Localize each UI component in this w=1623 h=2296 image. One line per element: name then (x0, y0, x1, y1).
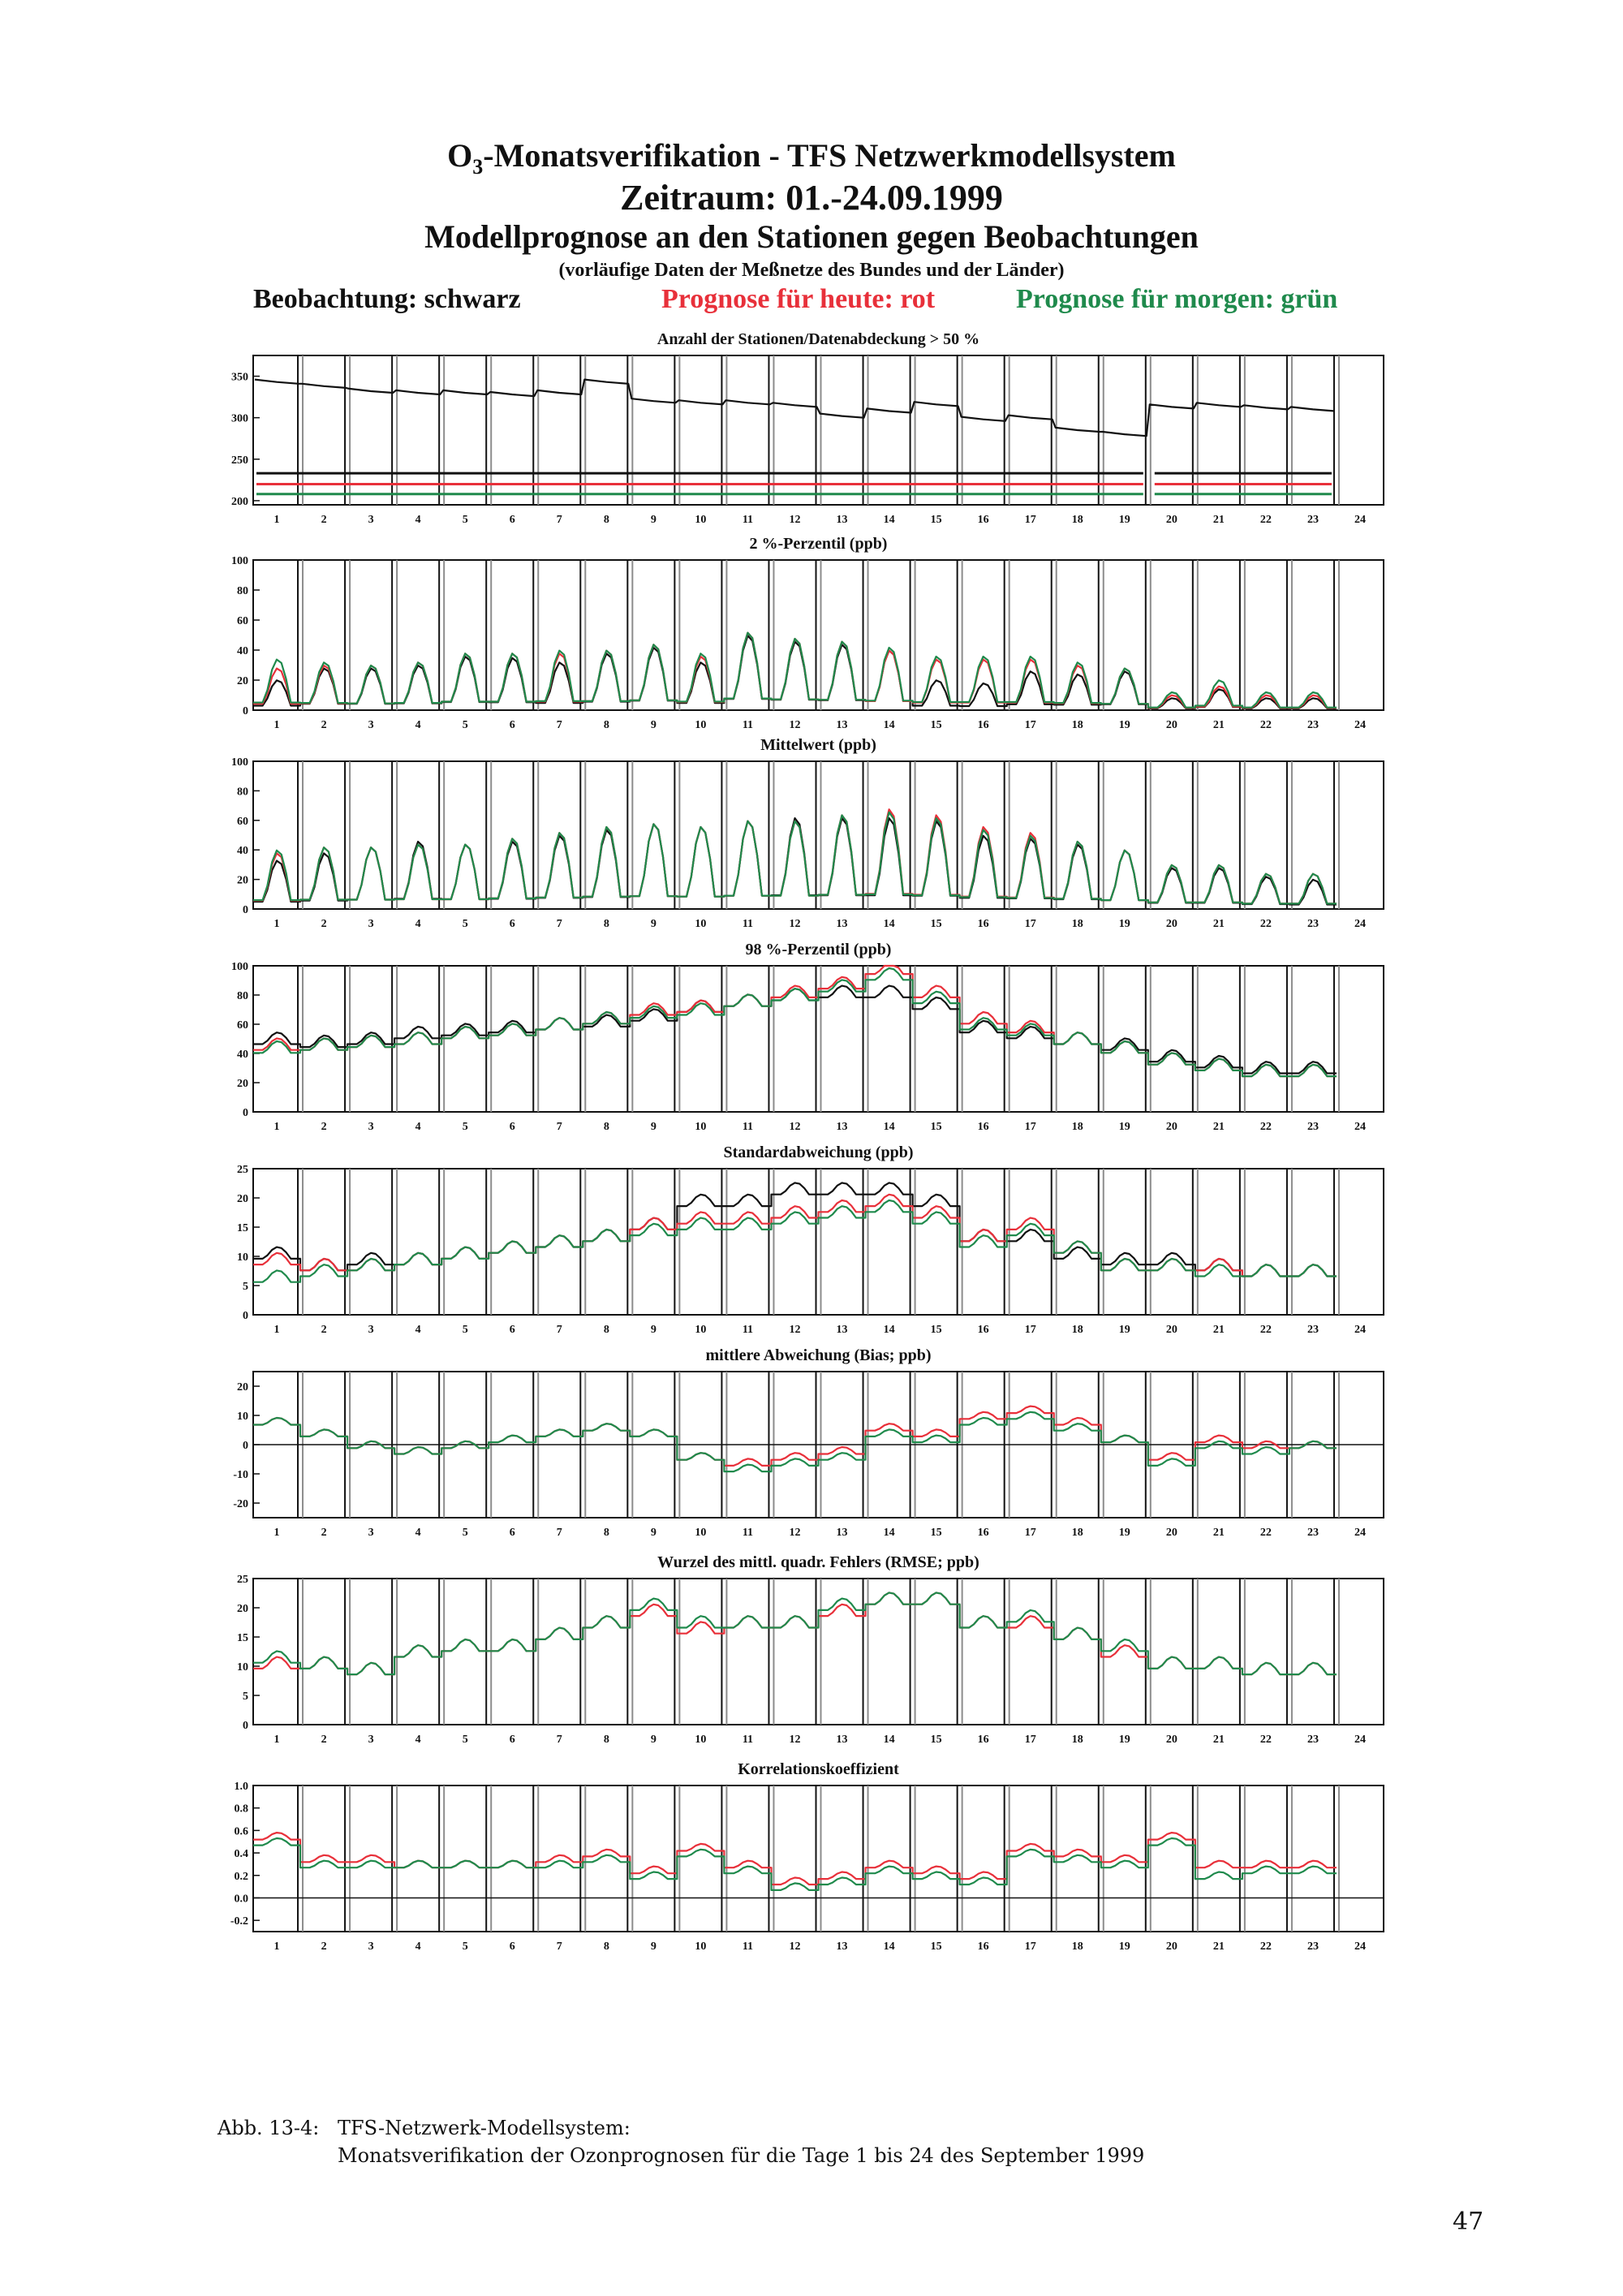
x-tick-label: 3 (368, 514, 374, 526)
series-line-red (253, 1833, 1337, 1885)
x-tick-label: 7 (556, 1734, 562, 1746)
x-tick-label: 1 (273, 1941, 280, 1953)
series-line-green (253, 1838, 1337, 1890)
x-tick-label: 20 (1165, 1941, 1177, 1953)
x-tick-label: 16 (977, 918, 989, 930)
x-tick-label: 22 (1259, 1734, 1272, 1746)
y-tick-label: 25 (237, 1574, 248, 1586)
chart-frame (253, 1786, 1384, 1932)
x-tick-label: 19 (1118, 719, 1130, 731)
x-tick-label: 7 (556, 1121, 562, 1133)
chart-frame (253, 761, 1384, 909)
y-tick-label: 20 (237, 1381, 248, 1394)
x-tick-label: 18 (1071, 1324, 1083, 1336)
x-tick-label: 23 (1307, 1121, 1319, 1133)
x-tick-label: 1 (273, 719, 280, 731)
series-line-green (253, 812, 1337, 904)
chart-title: Anzahl der Stationen/Datenabdeckung > 50 % (657, 330, 980, 348)
x-tick-label: 2 (321, 719, 327, 731)
chart-panel-5 (237, 1144, 1384, 1336)
x-tick-label: 9 (650, 719, 657, 731)
x-tick-label: 6 (509, 719, 515, 731)
x-tick-label: 16 (977, 1527, 989, 1539)
x-tick-label: 11 (742, 1324, 754, 1336)
x-tick-label: 10 (695, 1941, 707, 1953)
x-tick-label: 8 (603, 719, 609, 731)
x-tick-label: 23 (1307, 1941, 1319, 1953)
x-tick-label: 9 (650, 1121, 657, 1133)
x-tick-label: 13 (836, 1734, 848, 1746)
x-tick-label: 2 (321, 1941, 327, 1953)
chart-panel-4 (231, 941, 1384, 1133)
x-tick-label: 4 (415, 719, 421, 731)
series-line-black (253, 1182, 1337, 1276)
y-tick-label: 25 (237, 1164, 248, 1176)
x-tick-label: 1 (273, 1734, 280, 1746)
x-tick-label: 17 (1024, 719, 1036, 731)
x-tick-label: 24 (1354, 1734, 1366, 1746)
x-tick-label: 22 (1259, 1324, 1272, 1336)
x-tick-label: 1 (273, 1527, 280, 1539)
x-tick-label: 12 (789, 1734, 801, 1746)
chart-frame (253, 355, 1384, 505)
y-tick-label: 40 (237, 645, 248, 657)
x-tick-label: 5 (462, 1941, 468, 1953)
y-tick-label: 0 (243, 705, 248, 717)
x-tick-label: 21 (1212, 1121, 1225, 1133)
x-tick-label: 11 (742, 514, 754, 526)
data-source-note: (vorläufige Daten der Meßnetze des Bundes und der Länder) (558, 260, 1065, 281)
x-tick-label: 5 (462, 918, 468, 930)
y-tick-label: 20 (237, 1603, 248, 1615)
x-tick-label: 8 (603, 918, 609, 930)
x-tick-label: 21 (1212, 514, 1225, 526)
x-tick-label: 6 (509, 1941, 515, 1953)
x-tick-label: 6 (509, 514, 515, 526)
x-tick-label: 7 (556, 719, 562, 731)
x-tick-label: 14 (883, 514, 895, 526)
legend-observation: Beobachtung: schwarz (253, 284, 521, 314)
x-tick-label: 13 (836, 514, 848, 526)
x-tick-label: 6 (509, 1527, 515, 1539)
x-tick-label: 6 (509, 1734, 515, 1746)
x-tick-label: 15 (930, 1324, 942, 1336)
page-title: $O_3$-Monatsverifikation - TFS Netzwerkmodellsystem (447, 137, 1176, 179)
x-tick-label: 12 (789, 719, 801, 731)
x-tick-label: 21 (1212, 918, 1225, 930)
x-tick-label: 16 (977, 1121, 989, 1133)
series-line-green (253, 1412, 1337, 1471)
x-tick-label: 18 (1071, 1527, 1083, 1539)
x-tick-label: 19 (1118, 1324, 1130, 1336)
chart-frame (253, 1579, 1384, 1725)
x-tick-label: 8 (603, 1941, 609, 1953)
x-tick-label: 9 (650, 1527, 657, 1539)
y-tick-label: 20 (237, 874, 248, 887)
y-tick-label: 60 (237, 815, 248, 828)
x-tick-label: 7 (556, 918, 562, 930)
x-tick-label: 9 (650, 1941, 657, 1953)
chart-title: 98 %-Perzentil (ppb) (745, 941, 892, 958)
x-tick-label: 1 (273, 1121, 280, 1133)
page-number: 47 (1453, 2208, 1484, 2236)
y-tick-label: 5 (243, 1281, 248, 1293)
y-tick-label: 20 (237, 675, 248, 687)
y-tick-label: 1.0 (234, 1781, 248, 1793)
y-tick-label: -10 (233, 1469, 248, 1481)
chart-title: Standardabweichung (ppb) (723, 1144, 914, 1161)
y-tick-label: 250 (231, 454, 248, 467)
x-tick-label: 3 (368, 1941, 374, 1953)
legend-tomorrow: Prognose für morgen: grün (1016, 284, 1338, 314)
x-tick-label: 12 (789, 918, 801, 930)
x-tick-label: 15 (930, 719, 942, 731)
y-tick-label: 40 (237, 1049, 248, 1061)
x-tick-label: 14 (883, 1734, 895, 1746)
x-tick-label: 8 (603, 1121, 609, 1133)
x-tick-label: 23 (1307, 1324, 1319, 1336)
x-tick-label: 23 (1307, 719, 1319, 731)
x-tick-label: 21 (1212, 1324, 1225, 1336)
y-tick-label: 5 (243, 1691, 248, 1703)
x-tick-label: 18 (1071, 514, 1083, 526)
chart-title: Korrelationskoeffizient (738, 1760, 899, 1778)
x-tick-label: 24 (1354, 719, 1366, 731)
chart-panel-2 (231, 535, 1384, 731)
x-tick-label: 5 (462, 1527, 468, 1539)
x-tick-label: 10 (695, 918, 707, 930)
figure-caption (217, 2114, 1144, 2169)
y-tick-label: 60 (237, 615, 248, 627)
x-tick-label: 10 (695, 1324, 707, 1336)
x-tick-label: 20 (1165, 1324, 1177, 1336)
period-title: Zeitraum: 01.-24.09.1999 (620, 178, 1003, 218)
x-tick-label: 12 (789, 514, 801, 526)
x-tick-label: 19 (1118, 514, 1130, 526)
x-tick-label: 14 (883, 918, 895, 930)
series-line-green (253, 968, 1337, 1076)
x-tick-label: 5 (462, 514, 468, 526)
x-tick-label: 9 (650, 1734, 657, 1746)
y-tick-label: 15 (237, 1222, 248, 1234)
x-tick-label: 22 (1259, 719, 1272, 731)
x-tick-label: 17 (1024, 1941, 1036, 1953)
x-tick-label: 8 (603, 1734, 609, 1746)
x-tick-label: 4 (415, 1941, 421, 1953)
x-tick-label: 20 (1165, 1527, 1177, 1539)
chart-frame (253, 1169, 1384, 1315)
series-line-red (253, 1406, 1337, 1466)
x-tick-label: 20 (1165, 1121, 1177, 1133)
x-tick-label: 7 (556, 1324, 562, 1336)
x-tick-label: 9 (650, 1324, 657, 1336)
x-tick-label: 3 (368, 918, 374, 930)
x-tick-label: 19 (1118, 1527, 1130, 1539)
y-tick-label: 100 (231, 555, 248, 567)
y-tick-label: 300 (231, 412, 248, 425)
y-tick-label: 100 (231, 756, 248, 769)
y-tick-label: 80 (237, 990, 248, 1002)
x-tick-label: 1 (273, 514, 280, 526)
x-tick-label: 15 (930, 1121, 942, 1133)
chart-panel-1 (231, 330, 1384, 526)
x-tick-label: 2 (321, 1734, 327, 1746)
x-tick-label: 6 (509, 918, 515, 930)
x-tick-label: 10 (695, 1121, 707, 1133)
x-tick-label: 21 (1212, 1734, 1225, 1746)
x-tick-label: 19 (1118, 1734, 1130, 1746)
chart-title: Wurzel des mittl. quadr. Fehlers (RMSE; ppb) (657, 1553, 979, 1571)
x-tick-label: 15 (930, 514, 942, 526)
x-tick-label: 13 (836, 918, 848, 930)
x-tick-label: 11 (742, 1527, 754, 1539)
x-tick-label: 5 (462, 719, 468, 731)
caption-line-1: TFS-Netzwerk-Modellsystem: (338, 2117, 631, 2139)
x-tick-label: 23 (1307, 1734, 1319, 1746)
x-tick-label: 12 (789, 1941, 801, 1953)
chart-title: mittlere Abweichung (Bias; ppb) (705, 1346, 932, 1364)
y-tick-label: 0 (243, 1107, 248, 1119)
caption-label: Abb. 13-4: (217, 2117, 320, 2139)
series-line-black (253, 635, 1337, 709)
x-tick-label: 3 (368, 1324, 374, 1336)
x-tick-label: 4 (415, 514, 421, 526)
x-tick-label: 22 (1259, 918, 1272, 930)
y-tick-label: 0.4 (234, 1848, 248, 1861)
series-line-black (253, 986, 1337, 1074)
x-tick-label: 5 (462, 1324, 468, 1336)
x-tick-label: 22 (1259, 514, 1272, 526)
x-tick-label: 1 (273, 918, 280, 930)
y-tick-label: 0.8 (234, 1803, 248, 1816)
x-tick-label: 18 (1071, 1734, 1083, 1746)
x-tick-label: 18 (1071, 1941, 1083, 1953)
x-tick-label: 13 (836, 1941, 848, 1953)
y-tick-label: 20 (237, 1078, 248, 1090)
x-tick-label: 18 (1071, 719, 1083, 731)
x-tick-label: 23 (1307, 918, 1319, 930)
x-tick-label: 19 (1118, 918, 1130, 930)
y-tick-label: 80 (237, 786, 248, 799)
x-tick-label: 13 (836, 1527, 848, 1539)
x-tick-label: 17 (1024, 1527, 1036, 1539)
x-tick-label: 20 (1165, 514, 1177, 526)
y-tick-label: 10 (237, 1251, 248, 1264)
x-tick-label: 11 (742, 1121, 754, 1133)
x-tick-label: 9 (650, 918, 657, 930)
series-line-red (253, 966, 1337, 1076)
x-tick-label: 12 (789, 1121, 801, 1133)
x-tick-label: 16 (977, 1324, 989, 1336)
chart-title: 2 %-Perzentil (ppb) (749, 535, 888, 553)
x-tick-label: 22 (1259, 1941, 1272, 1953)
x-tick-label: 22 (1259, 1121, 1272, 1133)
x-tick-label: 21 (1212, 1941, 1225, 1953)
y-tick-label: -0.2 (230, 1915, 248, 1928)
subtitle: Modellprognose an den Stationen gegen Beobachtungen (424, 218, 1199, 255)
x-tick-label: 7 (556, 1527, 562, 1539)
y-tick-label: 60 (237, 1019, 248, 1032)
x-tick-label: 24 (1354, 1941, 1366, 1953)
y-tick-label: 10 (237, 1661, 248, 1674)
y-tick-label: 10 (237, 1411, 248, 1423)
x-tick-label: 14 (883, 1527, 895, 1539)
x-tick-label: 4 (415, 918, 421, 930)
x-tick-label: 2 (321, 918, 327, 930)
x-tick-label: 23 (1307, 514, 1319, 526)
x-tick-label: 11 (742, 1734, 754, 1746)
x-tick-label: 8 (603, 1324, 609, 1336)
x-tick-label: 15 (930, 1527, 942, 1539)
y-tick-label: 0.0 (234, 1893, 248, 1906)
x-tick-label: 20 (1165, 719, 1177, 731)
y-tick-label: 0 (243, 1310, 248, 1322)
chart-panel-3 (231, 736, 1384, 930)
x-tick-label: 4 (415, 1734, 421, 1746)
y-tick-label: -20 (233, 1498, 248, 1510)
x-tick-label: 4 (415, 1324, 421, 1336)
y-tick-label: 40 (237, 845, 248, 858)
y-tick-label: 0 (243, 1720, 248, 1732)
x-tick-label: 23 (1307, 1527, 1319, 1539)
x-tick-label: 19 (1118, 1941, 1130, 1953)
x-tick-label: 24 (1354, 918, 1366, 930)
x-tick-label: 24 (1354, 1324, 1366, 1336)
x-tick-label: 15 (930, 1734, 942, 1746)
series-line-black (255, 380, 1335, 437)
x-tick-label: 22 (1259, 1527, 1272, 1539)
y-tick-label: 0.6 (234, 1825, 248, 1838)
x-tick-label: 10 (695, 1527, 707, 1539)
x-tick-label: 4 (415, 1121, 421, 1133)
x-tick-label: 12 (789, 1324, 801, 1336)
x-tick-label: 16 (977, 1734, 989, 1746)
x-tick-label: 16 (977, 719, 989, 731)
x-tick-label: 11 (742, 918, 754, 930)
x-tick-label: 24 (1354, 1527, 1366, 1539)
x-tick-label: 6 (509, 1121, 515, 1133)
x-tick-label: 2 (321, 1324, 327, 1336)
chart-panel-7 (237, 1553, 1384, 1746)
legend-today: Prognose für heute: rot (661, 284, 936, 314)
x-tick-label: 16 (977, 514, 989, 526)
x-tick-label: 7 (556, 1941, 562, 1953)
series-line-green (253, 1200, 1337, 1282)
x-tick-label: 3 (368, 719, 374, 731)
x-tick-label: 14 (883, 1121, 895, 1133)
y-tick-label: 15 (237, 1632, 248, 1644)
x-tick-label: 18 (1071, 918, 1083, 930)
x-tick-label: 17 (1024, 1121, 1036, 1133)
series-line-red (253, 1195, 1337, 1277)
x-tick-label: 21 (1212, 719, 1225, 731)
caption-line-2: Monatsverifikation der Ozonprognosen für die Tage 1 bis 24 des September 1999 (338, 2144, 1145, 2167)
x-tick-label: 6 (509, 1324, 515, 1336)
x-tick-label: 4 (415, 1527, 421, 1539)
x-tick-label: 14 (883, 1941, 895, 1953)
x-tick-label: 2 (321, 514, 327, 526)
x-tick-label: 2 (321, 1121, 327, 1133)
x-tick-label: 24 (1354, 514, 1366, 526)
x-tick-label: 7 (556, 514, 562, 526)
x-tick-label: 17 (1024, 1734, 1036, 1746)
x-tick-label: 17 (1024, 1324, 1036, 1336)
x-tick-label: 8 (603, 1527, 609, 1539)
x-tick-label: 13 (836, 719, 848, 731)
chart-title: Mittelwert (ppb) (760, 736, 876, 754)
x-tick-label: 3 (368, 1734, 374, 1746)
x-tick-label: 20 (1165, 918, 1177, 930)
x-tick-label: 21 (1212, 1527, 1225, 1539)
series-line-green (253, 1592, 1337, 1674)
x-tick-label: 8 (603, 514, 609, 526)
x-tick-label: 3 (368, 1121, 374, 1133)
x-tick-label: 20 (1165, 1734, 1177, 1746)
x-tick-label: 14 (883, 1324, 895, 1336)
x-tick-label: 10 (695, 514, 707, 526)
x-tick-label: 24 (1354, 1121, 1366, 1133)
x-tick-label: 15 (930, 918, 942, 930)
x-tick-label: 15 (930, 1941, 942, 1953)
y-tick-label: 200 (231, 495, 248, 508)
y-tick-label: 100 (231, 961, 248, 973)
x-tick-label: 14 (883, 719, 895, 731)
x-tick-label: 3 (368, 1527, 374, 1539)
x-tick-label: 10 (695, 1734, 707, 1746)
x-tick-label: 19 (1118, 1121, 1130, 1133)
x-tick-label: 12 (789, 1527, 801, 1539)
x-tick-label: 10 (695, 719, 707, 731)
x-tick-label: 5 (462, 1121, 468, 1133)
chart-panel-6 (233, 1346, 1384, 1539)
series-line-black (253, 818, 1337, 904)
y-tick-label: 80 (237, 585, 248, 597)
y-tick-label: 0 (243, 904, 248, 916)
x-tick-label: 16 (977, 1941, 989, 1953)
y-tick-label: 350 (231, 371, 248, 384)
x-tick-label: 1 (273, 1324, 280, 1336)
x-tick-label: 13 (836, 1121, 848, 1133)
series-line-red (253, 1592, 1337, 1674)
x-tick-label: 9 (650, 514, 657, 526)
x-tick-label: 11 (742, 719, 754, 731)
x-tick-label: 2 (321, 1527, 327, 1539)
y-tick-label: 0 (243, 1440, 248, 1452)
x-tick-label: 13 (836, 1324, 848, 1336)
x-tick-label: 5 (462, 1734, 468, 1746)
y-tick-label: 20 (237, 1193, 248, 1205)
x-tick-label: 17 (1024, 918, 1036, 930)
x-tick-label: 11 (742, 1941, 754, 1953)
y-tick-label: 0.2 (234, 1870, 248, 1883)
x-tick-label: 17 (1024, 514, 1036, 526)
x-tick-label: 18 (1071, 1121, 1083, 1133)
chart-panel-8 (230, 1760, 1384, 1953)
